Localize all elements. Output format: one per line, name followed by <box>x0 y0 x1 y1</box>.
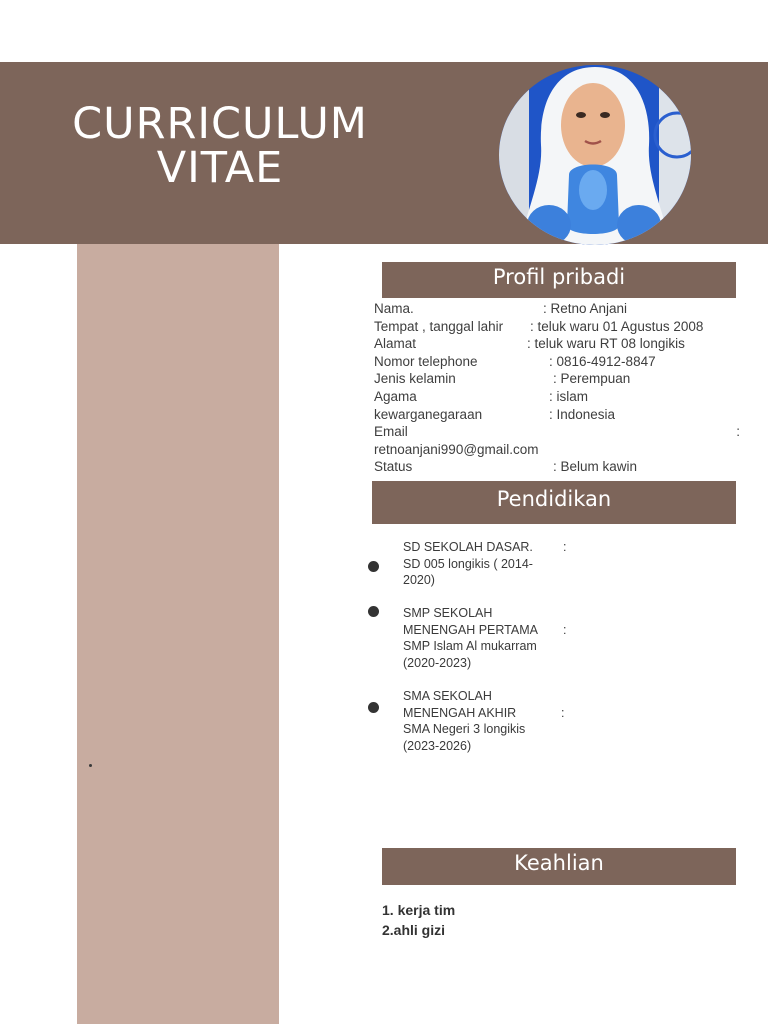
sidebar-dot <box>89 764 92 767</box>
profile-photo-illustration <box>499 65 691 245</box>
profile-row-religion <box>374 388 740 406</box>
education-line: SD 005 longikis ( 2014- <box>403 556 533 571</box>
profile-label: Email <box>374 424 408 440</box>
education-line: SMP Islam Al mukarram <box>403 639 537 653</box>
profile-value: : Perempuan <box>553 371 631 387</box>
education-colon: : <box>563 540 567 554</box>
profile-row-nationality <box>374 406 740 424</box>
sidebar-panel <box>77 244 279 1024</box>
section-heading-pendidikan: Pendidikan <box>372 481 736 524</box>
education-line: SMP SEKOLAH <box>403 606 493 620</box>
profile-value: : islam <box>549 388 589 404</box>
education-line: MENENGAH AKHIR <box>403 705 517 720</box>
skill-item: 1. kerja tim <box>382 902 456 918</box>
section-heading-profil: Profil pribadi <box>382 262 736 298</box>
title-line-2: VITAE <box>156 143 284 193</box>
profile-label: Nama. <box>374 301 414 316</box>
education-line: SMA SEKOLAH <box>403 689 492 703</box>
profile-value: : teluk waru 01 Agustus 2008 <box>530 318 704 334</box>
profile-details <box>374 300 740 476</box>
profile-value: : Retno Anjani <box>543 301 628 316</box>
education-line: SMA Negeri 3 longikis <box>403 722 526 736</box>
bullet-icon <box>368 606 379 617</box>
profile-label: Status <box>374 459 413 475</box>
profile-label: Tempat , tanggal lahir <box>374 318 504 334</box>
profile-label: Nomor telephone <box>374 353 478 369</box>
page-title <box>30 99 410 193</box>
profile-label: Alamat <box>374 336 417 352</box>
profile-row-phone <box>374 353 740 371</box>
profile-row-status <box>374 458 740 476</box>
email-value: retnoanjani990@gmail.com <box>374 441 539 457</box>
profile-row-birth <box>374 318 740 336</box>
profile-colon: : <box>736 424 740 440</box>
bullet-icon <box>368 702 379 713</box>
profile-row-name <box>374 300 740 318</box>
profile-value: : teluk waru RT 08 longikis <box>527 336 685 352</box>
title-line-1: CURRICULUM <box>72 99 368 149</box>
profile-label: Jenis kelamin <box>374 371 456 387</box>
profile-label: Agama <box>374 388 417 404</box>
education-colon: : <box>561 705 565 720</box>
education-item-sd <box>403 539 568 589</box>
profile-value: : 0816-4912-8847 <box>549 353 656 369</box>
skills-list <box>382 900 455 940</box>
education-item-sma <box>403 688 568 754</box>
profile-row-address <box>374 335 740 353</box>
education-line: (2020-2023) <box>403 655 472 670</box>
profile-row-email-value <box>374 441 740 459</box>
skill-item: 2.ahli gizi <box>382 922 446 938</box>
profile-photo <box>499 65 691 245</box>
profile-value: : Belum kawin <box>553 459 638 475</box>
education-line: (2023-2026) <box>403 738 472 753</box>
education-item-smp <box>403 605 568 671</box>
section-heading-keahlian: Keahlian <box>382 848 736 885</box>
education-line: MENENGAH PERTAMA <box>403 622 538 637</box>
profile-value: : Indonesia <box>549 406 616 422</box>
profile-row-email <box>374 423 740 441</box>
education-line: SD SEKOLAH DASAR. <box>403 540 533 554</box>
bullet-icon <box>368 561 379 572</box>
profile-label: kewarganegaraan <box>374 406 483 422</box>
education-line: 2020) <box>403 573 435 587</box>
profile-row-gender <box>374 370 740 388</box>
education-colon: : <box>563 622 567 637</box>
